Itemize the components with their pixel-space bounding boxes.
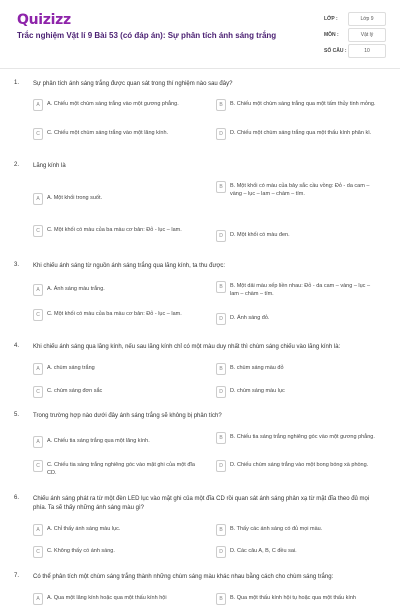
question-text: Sự phân tích ánh sáng trắng được quan sát trong thí nghiệm nào sau đây? bbox=[33, 81, 233, 87]
option-text: A. Chỉ thấy ánh sáng màu lục. bbox=[47, 526, 121, 532]
question-item bbox=[0, 80, 400, 150]
option-text: A. Một khối trong suốt. bbox=[47, 195, 103, 201]
question-text: Trong trường hợp nào dưới đây ánh sáng trắng sẽ không bị phân tích? bbox=[33, 413, 222, 419]
option-letter: A bbox=[33, 99, 43, 111]
option-text: A. Chiếu tia sáng trắng qua một lăng kính. bbox=[47, 438, 150, 444]
option-letter: B bbox=[216, 432, 226, 444]
option-letter: C bbox=[33, 386, 43, 398]
meta-label: SỐ CÂU : bbox=[324, 48, 347, 54]
question-number: 3. bbox=[14, 262, 20, 268]
option-text: A. Qua một lăng kính hoặc qua một thấu kính hội bbox=[47, 595, 167, 601]
question-number: 5. bbox=[14, 412, 20, 418]
option-text: B. Qua một thấu kính hội tụ hoặc qua một thấu kính bbox=[230, 595, 356, 601]
option-text: A. chùm sáng trắng bbox=[47, 365, 95, 371]
option-letter: A bbox=[33, 593, 43, 605]
option-text: D. Các câu A, B, C đều sai. bbox=[230, 548, 297, 554]
option-text: C. Không thấy có ánh sáng. bbox=[47, 548, 115, 554]
question-item bbox=[0, 162, 400, 252]
header-divider bbox=[0, 68, 400, 69]
option-text: A. Chiếu một chùm sáng trắng vào một gương phẳng. bbox=[47, 101, 179, 107]
option-letter: D bbox=[216, 386, 226, 398]
option-text: D. Chiếu chùm sáng trắng vào một bong bóng xà phòng. bbox=[230, 462, 369, 468]
option-text: C. Chiếu tia sáng trắng nghiêng góc vào mặt ghi của một đĩa CD. bbox=[47, 462, 195, 476]
option-letter: A bbox=[33, 284, 43, 296]
meta-row-grade bbox=[324, 12, 394, 28]
meta-row-count bbox=[324, 44, 394, 60]
meta-value: Lớp 9 bbox=[348, 12, 386, 26]
option-letter: A bbox=[33, 436, 43, 448]
question-number: 7. bbox=[14, 573, 20, 579]
option-text: B. Thấy các ánh sáng có đủ mọi màu. bbox=[230, 526, 323, 532]
question-text: Khi chiếu ánh sáng từ nguồn ánh sáng trắng qua lăng kính, ta thu được: bbox=[33, 263, 226, 269]
meta-value: 10 bbox=[348, 44, 386, 58]
worksheet-header bbox=[0, 0, 400, 62]
option-text: D. Một khối có màu đen. bbox=[230, 232, 290, 238]
option-letter: D bbox=[216, 313, 226, 325]
option-text: D. chùm sáng màu lục bbox=[230, 388, 285, 394]
option-text: A. Ánh sáng màu trắng. bbox=[47, 286, 105, 292]
option-text: B. chùm sáng màu đỏ bbox=[230, 365, 284, 371]
meta-label: MÔN : bbox=[324, 32, 339, 38]
quizizz-logo: Quizizz bbox=[17, 12, 71, 28]
option-text: C. Một khối có màu của ba màu cơ bản: Đỏ - lục – lam. bbox=[47, 311, 182, 317]
option-letter: B bbox=[216, 593, 226, 605]
question-number: 4. bbox=[14, 343, 20, 349]
option-letter: C bbox=[33, 128, 43, 140]
option-letter: D bbox=[216, 460, 226, 472]
option-letter: D bbox=[216, 230, 226, 242]
option-letter: B bbox=[216, 99, 226, 111]
option-text: C. Một khối có màu của ba màu cơ bản: Đỏ - lục – lam. bbox=[47, 227, 182, 233]
question-text: Khi chiếu ánh sáng qua lăng kính, nếu sau lăng kính chỉ có một màu duy nhất thì chùm sáng chiếu vào lăng kính là: bbox=[33, 344, 341, 350]
question-item bbox=[0, 343, 400, 403]
meta-value: Vật lý bbox=[348, 28, 386, 42]
question-number: 2. bbox=[14, 162, 20, 168]
option-text: B. Chiếu tia sáng trắng nghiêng góc vào một gương phẳng. bbox=[230, 434, 375, 440]
meta-panel bbox=[324, 12, 394, 60]
option-text: B. Một dải màu xếp liền nhau: Đỏ - da cam – vàng – lục – lam – chàm – tím. bbox=[230, 283, 371, 297]
option-letter: B bbox=[216, 524, 226, 536]
option-letter: D bbox=[216, 546, 226, 558]
option-letter: B bbox=[216, 363, 226, 375]
question-number: 6. bbox=[14, 495, 20, 501]
option-letter: A bbox=[33, 524, 43, 536]
question-number: 1. bbox=[14, 80, 20, 86]
option-letter: B bbox=[216, 181, 226, 193]
question-item bbox=[0, 412, 400, 482]
option-text: B. Chiếu một chùm sáng trắng qua một tấm thủy tinh mỏng. bbox=[230, 101, 376, 107]
option-letter: C bbox=[33, 460, 43, 472]
meta-label: LỚP : bbox=[324, 16, 338, 22]
question-text: Chiếu ánh sáng phát ra từ một đèn LED lục vào mặt ghi của một đĩa CD rồi quan sát ánh sáng phản xạ từ mặt đĩa theo đủ mọi phía. Ta sẽ thấy những ánh sáng màu gì? bbox=[33, 496, 370, 511]
option-letter: A bbox=[33, 193, 43, 205]
option-letter: B bbox=[216, 281, 226, 293]
option-text: C. Chiếu một chùm sáng trắng vào một lăng kính. bbox=[47, 130, 169, 136]
page-title: Trắc nghiệm Vật lí 9 Bài 53 (có đáp án): Sự phân tích ánh sáng trắng bbox=[17, 31, 277, 40]
question-item bbox=[0, 495, 400, 565]
meta-row-subject bbox=[324, 28, 394, 44]
option-text: D. Chiếu một chùm sáng trắng qua một thấu kính phân kì. bbox=[230, 130, 372, 136]
option-letter: C bbox=[33, 546, 43, 558]
option-letter: C bbox=[33, 309, 43, 321]
option-text: C. chùm sáng đơn sắc bbox=[47, 388, 103, 394]
question-text: Có thể phân tích một chùm sáng trắng thành những chùm sáng màu khác nhau bằng cách cho chùm sáng trắng: bbox=[33, 574, 334, 580]
option-letter: C bbox=[33, 225, 43, 237]
option-text: B. Một khối có màu của bảy sắc cầu vồng: Đỏ - da cam – vàng – lục – lam – chàm – tím. bbox=[230, 183, 370, 197]
question-item bbox=[0, 262, 400, 332]
option-letter: A bbox=[33, 363, 43, 375]
question-text: Lăng kính là bbox=[33, 163, 66, 169]
option-text: D. Ánh sáng đỏ. bbox=[230, 315, 270, 321]
question-item bbox=[0, 573, 400, 600]
option-letter: D bbox=[216, 128, 226, 140]
